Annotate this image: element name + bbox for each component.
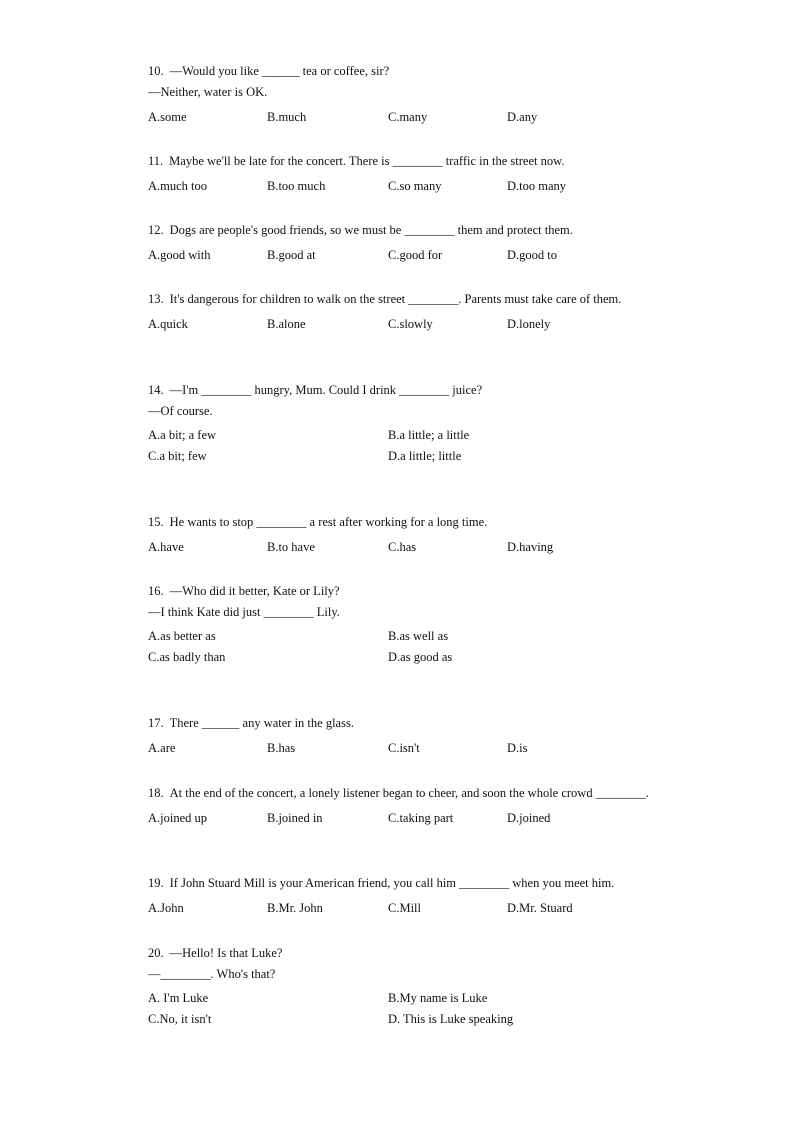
question-number: 20. xyxy=(148,946,164,960)
question-stem: It's dangerous for children to walk on the street ________. Parents must take care of them. xyxy=(169,292,622,306)
question-number: 11. xyxy=(148,154,164,168)
question-20 xyxy=(148,943,688,1030)
question-stem: If John Stuard Mill is your American friend, you call him ________ when you meet him. xyxy=(169,876,615,890)
question-19 xyxy=(148,873,688,920)
question-stem: Dogs are people's good friends, so we must be ________ them and protect them. xyxy=(169,223,573,237)
question-number: 13. xyxy=(148,292,164,306)
question-number: 17. xyxy=(148,716,164,730)
option-c: C.a bit; few xyxy=(148,449,207,463)
option-c: C.taking part xyxy=(388,811,454,825)
option-c: C.so many xyxy=(388,179,442,193)
options-row xyxy=(148,988,688,1009)
option-a: A.as better as xyxy=(148,629,216,643)
question-stem: There ______ any water in the glass. xyxy=(169,716,354,730)
option-d: D.any xyxy=(507,110,538,124)
question-number: 16. xyxy=(148,584,164,598)
option-a: A. I'm Luke xyxy=(148,991,209,1005)
question-response: —Of course. xyxy=(148,404,213,418)
option-d: D. This is Luke speaking xyxy=(388,1012,514,1026)
question-stem: —Who did it better, Kate or Lily? xyxy=(169,584,340,598)
option-a: A.good with xyxy=(148,248,211,262)
option-a: A.are xyxy=(148,741,176,755)
options-row xyxy=(148,175,688,198)
option-c: C.Mill xyxy=(388,901,421,915)
option-c: C.slowly xyxy=(388,317,433,331)
question-response: —I think Kate did just ________ Lily. xyxy=(148,605,340,619)
question-number: 18. xyxy=(148,786,164,800)
question-13 xyxy=(148,289,688,336)
option-b: B.good at xyxy=(267,248,316,262)
option-d: D.Mr. Stuard xyxy=(507,901,573,915)
option-c: C.many xyxy=(388,110,428,124)
question-14 xyxy=(148,380,688,467)
options-row xyxy=(148,106,688,129)
options-row xyxy=(148,425,688,446)
question-17 xyxy=(148,713,688,760)
option-d: D.too many xyxy=(507,179,567,193)
options-row xyxy=(148,446,688,467)
question-number: 10. xyxy=(148,64,164,78)
options-row xyxy=(148,244,688,267)
question-number: 15. xyxy=(148,515,164,529)
option-b: B.a little; a little xyxy=(388,428,470,442)
option-d: D.a little; little xyxy=(388,449,462,463)
question-12 xyxy=(148,220,688,267)
option-a: A.much too xyxy=(148,179,208,193)
question-10 xyxy=(148,61,688,129)
option-b: B.to have xyxy=(267,540,315,554)
options-row xyxy=(148,1009,688,1030)
option-a: A.some xyxy=(148,110,187,124)
question-16 xyxy=(148,581,688,668)
question-18 xyxy=(148,783,688,830)
question-number: 12. xyxy=(148,223,164,237)
question-number: 19. xyxy=(148,876,164,890)
options-row xyxy=(148,807,688,830)
question-stem: —Would you like ______ tea or coffee, sir? xyxy=(169,64,390,78)
option-b: B.alone xyxy=(267,317,306,331)
options-row xyxy=(148,737,688,760)
option-b: B.My name is Luke xyxy=(388,991,488,1005)
question-stem: At the end of the concert, a lonely listener began to cheer, and soon the whole crowd ________. xyxy=(169,786,649,800)
question-11 xyxy=(148,151,688,198)
question-stem: —I'm ________ hungry, Mum. Could I drink ________ juice? xyxy=(169,383,483,397)
option-c: C.isn't xyxy=(388,741,420,755)
question-15 xyxy=(148,512,688,559)
option-b: B.much xyxy=(267,110,307,124)
question-number: 14. xyxy=(148,383,164,397)
option-d: D.lonely xyxy=(507,317,551,331)
option-d: D.joined xyxy=(507,811,551,825)
options-row xyxy=(148,313,688,336)
option-b: B.too much xyxy=(267,179,326,193)
option-a: A.a bit; a few xyxy=(148,428,217,442)
question-response: —Neither, water is OK. xyxy=(148,85,268,99)
question-response: —________. Who's that? xyxy=(148,967,276,981)
option-a: A.joined up xyxy=(148,811,208,825)
option-a: A.John xyxy=(148,901,184,915)
option-b: B.joined in xyxy=(267,811,323,825)
option-d: D.good to xyxy=(507,248,557,262)
question-stem: Maybe we'll be late for the concert. There is ________ traffic in the street now. xyxy=(169,154,565,168)
options-row xyxy=(148,536,688,559)
option-c: C.has xyxy=(388,540,417,554)
option-c: C.as badly than xyxy=(148,650,226,664)
option-d: D.is xyxy=(507,741,528,755)
option-c: C.No, it isn't xyxy=(148,1012,212,1026)
option-d: D.as good as xyxy=(388,650,453,664)
option-a: A.quick xyxy=(148,317,188,331)
option-b: B.as well as xyxy=(388,629,449,643)
options-row xyxy=(148,647,688,668)
question-stem: —Hello! Is that Luke? xyxy=(169,946,283,960)
options-row xyxy=(148,626,688,647)
question-stem: He wants to stop ________ a rest after working for a long time. xyxy=(169,515,488,529)
option-d: D.having xyxy=(507,540,554,554)
option-c: C.good for xyxy=(388,248,443,262)
option-a: A.have xyxy=(148,540,184,554)
option-b: B.has xyxy=(267,741,296,755)
option-b: B.Mr. John xyxy=(267,901,323,915)
options-row xyxy=(148,897,688,920)
